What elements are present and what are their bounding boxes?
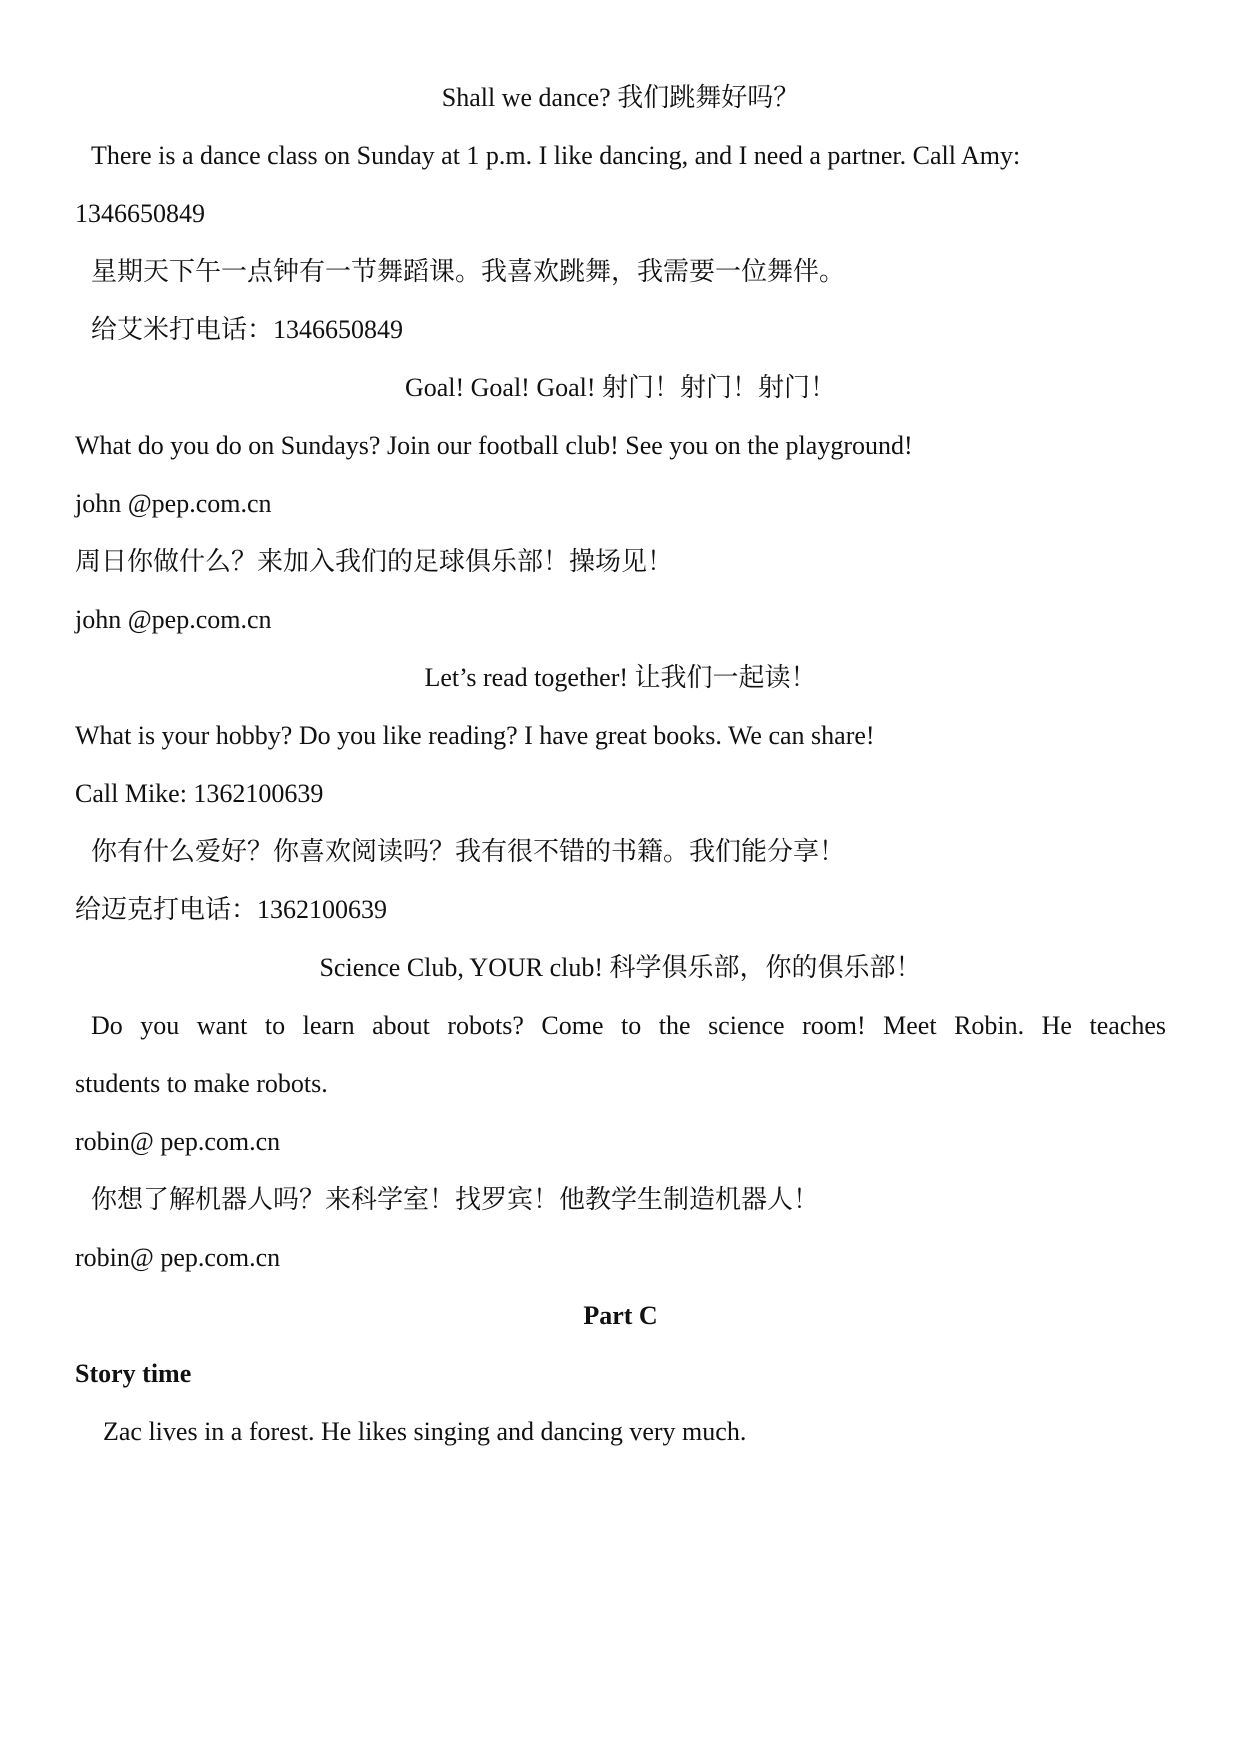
story-line-1: Zac lives in a forest. He likes singing and dancing very much.	[103, 1417, 747, 1446]
science-english-line-1: Do you want to learn about robots? Come to the science room! Meet Robin. He teaches	[91, 1011, 1166, 1040]
science-chinese-email: robin@ pep.com.cn	[75, 1243, 281, 1272]
science-title: Science Club, YOUR club! 科学俱乐部，你的俱乐部！	[319, 953, 922, 982]
football-chinese-email: john @pep.com.cn	[75, 605, 272, 634]
dance-chinese-line-2: 给艾米打电话：1346650849	[91, 315, 404, 344]
reading-chinese-line-1: 你有什么爱好？你喜欢阅读吗？我有很不错的书籍。我们能分享！	[91, 837, 846, 866]
dance-chinese-line-1: 星期天下午一点钟有一节舞蹈课。我喜欢跳舞，我需要一位舞伴。	[91, 257, 846, 286]
reading-phone: Call Mike: 1362100639	[75, 779, 324, 808]
part-c-heading: Part C	[583, 1301, 658, 1330]
dance-title: Shall we dance? 我们跳舞好吗？	[441, 83, 800, 112]
reading-english-line-1: What is your hobby? Do you like reading? I have great books. We can share!	[75, 721, 875, 750]
football-title: Goal! Goal! Goal! 射门！射门！射门！	[404, 373, 837, 402]
reading-chinese-line-2: 给迈克打电话：1362100639	[75, 895, 388, 924]
science-chinese-line-1: 你想了解机器人吗？来科学室！找罗宾！他教学生制造机器人！	[91, 1185, 820, 1214]
football-english-line-1: What do you do on Sundays? Join our football club! See you on the playground!	[75, 431, 913, 460]
football-chinese-line-1: 周日你做什么？来加入我们的足球俱乐部！操场见！	[75, 547, 674, 576]
science-email: robin@ pep.com.cn	[75, 1127, 281, 1156]
reading-title: Let’s read together! 让我们一起读！	[424, 663, 817, 692]
science-english-line-2: students to make robots.	[75, 1069, 328, 1098]
dance-english-line-1: There is a dance class on Sunday at 1 p.m. I like dancing, and I need a partner. Call Amy:	[91, 141, 1021, 170]
story-time-heading: Story time	[75, 1359, 192, 1388]
dance-phone: 1346650849	[75, 199, 205, 228]
football-email: john @pep.com.cn	[75, 489, 272, 518]
